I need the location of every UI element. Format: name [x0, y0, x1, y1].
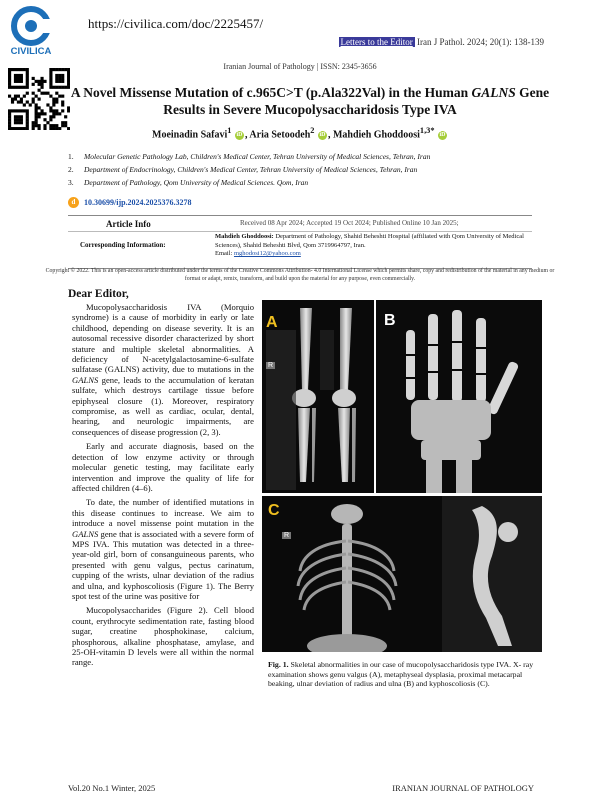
xray-panel-b — [376, 300, 542, 493]
affiliation-num: 1. — [68, 152, 74, 161]
doi-icon: d — [68, 197, 79, 208]
figure-1 — [262, 300, 542, 652]
panel-b-label: B — [384, 312, 396, 329]
author-1: Moeinadin Safavi — [152, 129, 228, 141]
affiliation-text: Department of Pathology, Qom University of Medical Sciences. Qom, Iran — [84, 178, 309, 187]
title-part-1: A Novel Missense Mutation of c.965C>T (p.Ala322Val) in the Human — [70, 85, 472, 100]
paragraph-1 — [72, 302, 254, 437]
affiliation-3 — [68, 176, 430, 189]
paragraph-4: Mucopolysaccharides (Figure 2). Cell blood count, erythrocyte sedimentation rate, fasting blood sugar, creatine phosphokinase, calcium, phosphorous, alkaline phosphatase, amylase, and 25-OH-vitamin D levels were all within the normal range. — [72, 605, 254, 668]
p3-gene: GALNS — [72, 528, 99, 539]
affiliation-list — [68, 150, 430, 189]
salutation: Dear Editor, — [68, 288, 129, 300]
affiliation-1 — [68, 150, 430, 163]
copyright-notice: Copyright © 2022. This is an open-access article distributed under the terms of the Creative Commons Attribution- 4.0 International License which permits share, copy and redistribution of the material in any medium or format or adapt, remix, transform, and build upon the material for any purpose, even commercially. — [45, 268, 555, 282]
p1-text-a: Mucopolysaccharidosis IVA (Morquio syndrome) is a cause of morbidity in early or late childhood, depending on disease severity. It is an autosomal recessive disorder characterized by short stature and multiple skeletal abnormalities. A deficiency of N-acetylgalactosamine-6-sulfate sulfatase (GALNS) activity, due to mutations in the — [72, 302, 254, 375]
p3-text-a: To date, the number of identified mutations in this disease continues to increase. We aim to introduce a novel missense point mutation in the — [72, 497, 254, 529]
citation-header — [339, 37, 544, 47]
affiliation-num: 3. — [68, 178, 74, 187]
orcid-icon[interactable]: iD — [319, 131, 326, 138]
author-2: Aria Setoodeh — [249, 129, 311, 141]
article-dates: Received 08 Apr 2024; Accepted 19 Oct 2024; Published Online 10 Jan 2025; — [240, 219, 459, 227]
civilica-logo[interactable] — [6, 6, 56, 58]
author-1-sup: 1 — [227, 126, 232, 135]
letter-body — [72, 302, 254, 672]
author-2-sup: 2 — [310, 126, 315, 135]
p3-text-b: gene that is associated with a severe form of MPS IVA. This mutation was detected in a three-year-old girl, born of consanguineous parents, who presented with genu valgus, pectus carinatum, cupping of the wrists, ulnar deviation of the radius and ulna, and kyphoscoliosis (Figure 1). The Berry spot test of the urine was positive for — [72, 528, 254, 601]
affiliation-2 — [68, 163, 430, 176]
figure-caption — [268, 660, 538, 689]
xray-panel-a — [262, 300, 374, 493]
title-gene: GALNS — [471, 85, 516, 100]
footer-volume: Vol.20 No.1 Winter, 2025 — [68, 783, 156, 793]
affiliation-text: Department of Endocrinology, Children's Medical Center, Tehran University of Medical Sciences, Tehran, Iran — [84, 165, 418, 174]
r-marker: R — [268, 362, 274, 369]
xray-panel-c — [262, 496, 542, 652]
panel-c-label: C — [268, 502, 280, 519]
document-url[interactable]: https://civilica.com/doc/2225457/ — [88, 16, 264, 31]
citation-text: Iran J Pathol. 2024; 20(1): 138-139 — [417, 37, 544, 47]
panel-a-label: A — [266, 314, 278, 331]
p1-text-b: gene, leads to the accumulation of keratan sulfate, which destroys cartilage tissue before epiphyseal closure (1). Moreover, respiratory compromise, as well as cardiac, ocular, dental, hearing, and neurologic impairments, are consequences of disease progression (2, 3). — [72, 374, 254, 437]
caption-label: Fig. 1. — [268, 660, 289, 669]
author-3-sup: 1,3* — [419, 126, 435, 135]
journal-issn: Iranian Journal of Pathology | ISSN: 2345-3656 — [223, 62, 377, 71]
corresponding-name: Mahdieh Ghoddoosi: — [215, 233, 274, 240]
p1-gene: GALNS — [72, 374, 99, 385]
r-marker: R — [284, 532, 290, 539]
article-info-title: Article Info — [106, 219, 151, 229]
article-title — [60, 84, 560, 118]
title-part-2: Gene Results in Severe Mucopolysaccharidosis Type IVA — [163, 85, 550, 117]
author-3: Mahdieh Ghoddoosi — [332, 129, 420, 141]
civilica-logo-text: CIVILICA — [10, 46, 52, 57]
article-info-divider — [68, 231, 532, 232]
affiliation-text: Molecular Genetic Pathology Lab, Children's Medical Center, Tehran University of Medical Sciences, Tehran, Iran — [84, 152, 431, 161]
corresponding-label: Corresponding Information: — [80, 241, 166, 249]
author-list: Moeinadin Safavi$^1$ iD , Aria Setoodeh$^2$ iD , Mahdieh Ghoddoosi$^{1,3*}$ iD — [152, 126, 446, 141]
orcid-icon[interactable]: iD — [236, 131, 243, 138]
orcid-icon[interactable]: iD — [439, 131, 446, 138]
letter-to-editor-link[interactable]: Letters to the Editor — [340, 37, 413, 47]
footer-journal: IRANIAN JOURNAL OF PATHOLOGY — [392, 783, 534, 793]
paragraph-2: Early and accurate diagnosis, based on the detection of low enzyme activity or through molecular genetic testing, may facilitate early intervention and improve the quality of life for affected children (4–6). — [72, 441, 254, 493]
email-label: Email: — [215, 250, 234, 257]
paragraph-3 — [72, 497, 254, 601]
corresponding-address: Department of Pathology, Shahid Beheshti Hospital (affiliated with Qom University of Medical Sciences), Shahid Beheshti Blvd, Qom 3719964797, Iran. — [215, 233, 524, 249]
corresponding-info — [215, 233, 535, 259]
affiliation-num: 2. — [68, 165, 74, 174]
caption-text: Skeletal abnormalities in our case of mucopolysaccharidosis type IVA. X- ray examination shows genu valgus (A), metaphyseal dysplasia, proximal metacarpal beaking, ulnar deviation of radius and ulna (B) and kyphoscoliosis (C). — [268, 660, 534, 689]
email-link[interactable]: mghodosi12@yahoo.com — [233, 250, 301, 257]
doi-link[interactable]: 10.30699/ijp.2024.2025376.3278 — [84, 198, 192, 207]
